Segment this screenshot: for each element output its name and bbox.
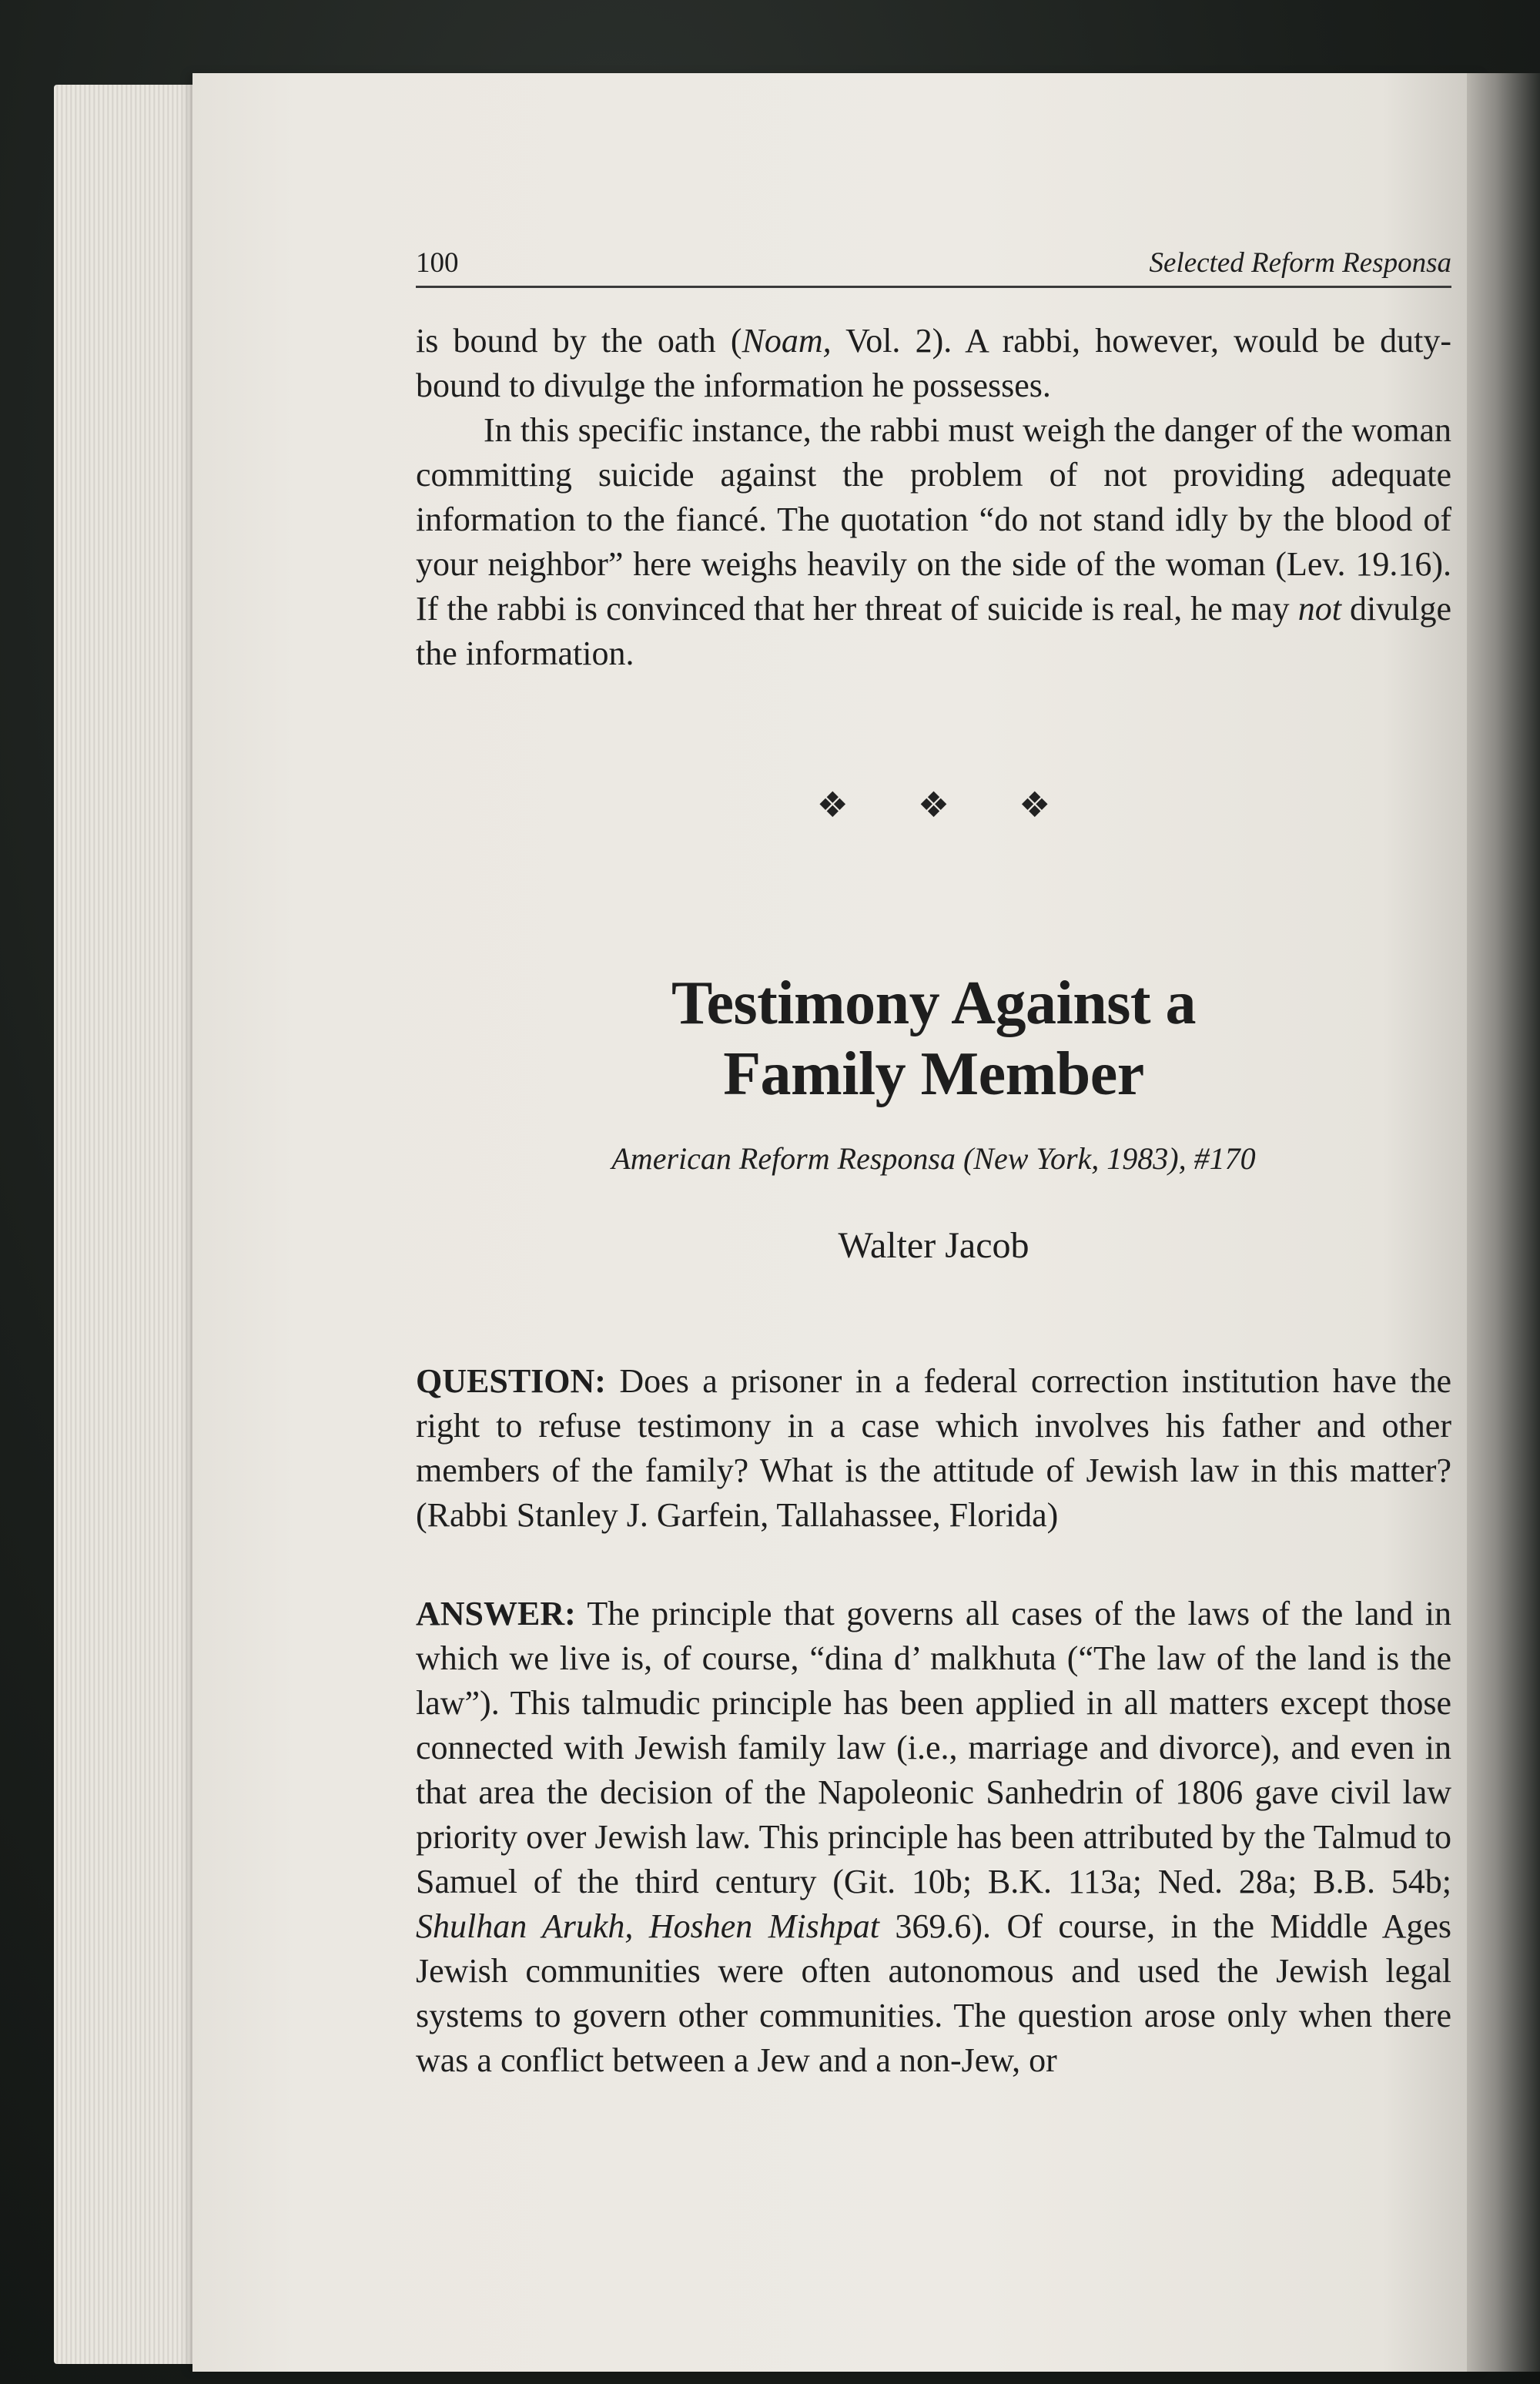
section-ornament xyxy=(416,784,1451,825)
page-number: 100 xyxy=(416,247,459,279)
answer-label: ANSWER: xyxy=(416,1595,576,1632)
text-run: is bound by the oath ( xyxy=(416,322,742,360)
book-title: Selected Reform Responsa xyxy=(1149,247,1451,279)
article-title xyxy=(416,968,1451,1110)
answer-paragraph xyxy=(416,1592,1451,2083)
question-text: Does a prisoner in a federal correction institution have the right to refuse testimony in a case which involves his father and other members of the family? What is the attitude of Jewish law in this matter? (Rabbi Stanley J. Garfein, Tallahassee, Florida) xyxy=(416,1362,1451,1534)
body-paragraph xyxy=(416,408,1451,676)
carryover-paragraph xyxy=(416,319,1451,408)
text-run-italic: not xyxy=(1297,590,1341,628)
text-run: The principle that governs all cases of the laws of the land in which we live is, of course, “dina d’ malkhuta (“The law of the land is the law”). This talmudic principle has been applied in all matters except those connected with Jewish family law (i.e., marriage and divorce), and even in that area the decision of the Napoleonic Sanhedrin of 1806 gave civil law priority over Jewish law. This principle has been attributed by the Talmud to Samuel of the third century (Git. 10b; B.K. 113a; Ned. 28a; B.B. 54b; xyxy=(416,1595,1451,1900)
page-content xyxy=(416,246,1451,2083)
question-paragraph xyxy=(416,1359,1451,1538)
facing-page-edge xyxy=(1467,73,1540,2372)
diamond-ornament-icon: ❖ xyxy=(1019,785,1051,825)
article-title-line: Testimony Against a xyxy=(671,969,1196,1037)
text-run: In this specific instance, the rabbi must weigh the danger of the woman committing suicide against the problem of not providing adequate information to the fiancé. The quotation “do not stand idly by the blood of your neighbor” here weighs heavily on the side of the woman (Lev. 19.16). If the rabbi is convinced that her threat of suicide is real, he may xyxy=(416,411,1451,628)
text-run: divulge the information. xyxy=(416,590,1451,672)
article-source: American Reform Responsa (New York, 1983), #170 xyxy=(611,1141,1256,1176)
running-head xyxy=(416,246,1451,288)
diamond-ornament-icon: ❖ xyxy=(816,785,849,825)
article-title-line: Family Member xyxy=(723,1040,1144,1108)
text-run: 369.6). Of course, in the Middle Ages Jewish communities were often autonomous and used the Jewish legal systems to govern other communities. The question arose only when there was a conflict between a Jew and a non-Jew, or xyxy=(416,1907,1451,2079)
article-author: Walter Jacob xyxy=(838,1225,1029,1266)
text-run-italic: Noam, xyxy=(742,322,832,360)
text-run-italic: Shulhan Arukh, Hoshen Mishpat xyxy=(416,1907,879,1945)
diamond-ornament-icon: ❖ xyxy=(917,785,950,825)
question-label: QUESTION: xyxy=(416,1362,606,1400)
text-run: Vol. 2). A rabbi, however, would be duty-bound to divulge the information he possesses. xyxy=(416,322,1451,404)
